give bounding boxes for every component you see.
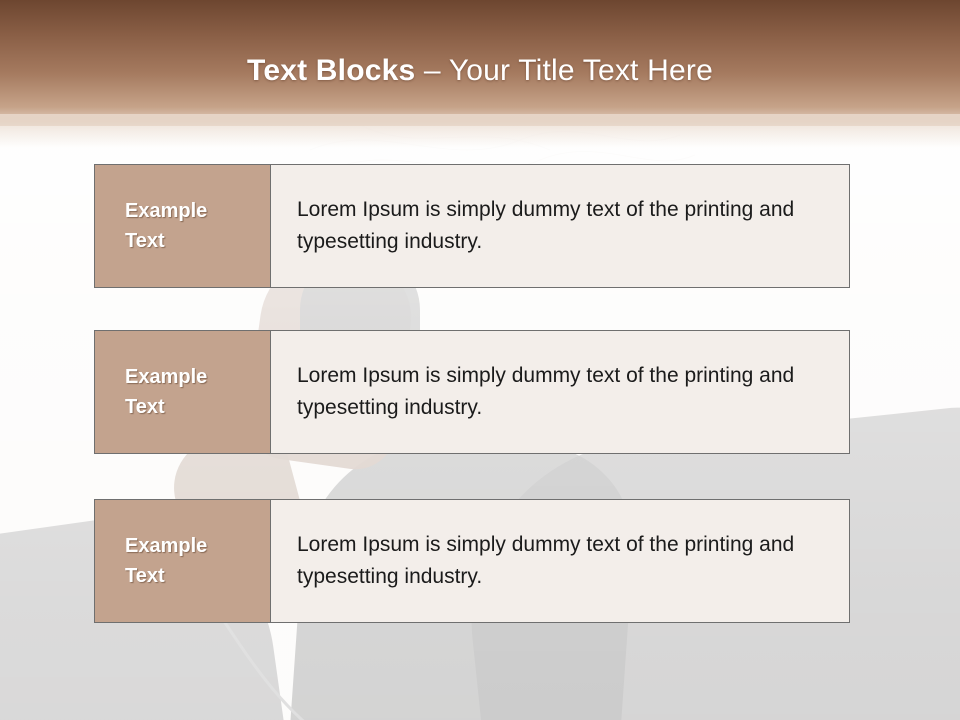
page-title-separator: –	[415, 54, 449, 87]
text-block-label-cell[interactable]	[95, 500, 271, 622]
text-block-row[interactable]	[94, 330, 850, 454]
text-block-label: Example Text	[125, 200, 208, 252]
text-block-label: Example Text	[125, 535, 208, 587]
text-block-label-cell[interactable]	[95, 331, 271, 453]
text-block-row[interactable]	[94, 499, 850, 623]
text-block-body-cell[interactable]	[271, 331, 849, 453]
text-block-label: Example Text	[125, 366, 208, 418]
text-block-body-cell[interactable]	[271, 165, 849, 287]
text-block-body: Lorem Ipsum is simply dummy text of the printing and typesetting industry.	[297, 364, 795, 419]
page-title-strong: Text Blocks	[247, 54, 416, 87]
text-block-body-cell[interactable]	[271, 500, 849, 622]
text-block-row[interactable]	[94, 164, 850, 288]
title-band-fade	[0, 114, 960, 148]
page-title	[0, 54, 960, 88]
text-block-body: Lorem Ipsum is simply dummy text of the printing and typesetting industry.	[297, 198, 795, 253]
page-title-light: Your Title Text Here	[448, 54, 713, 87]
text-block-body: Lorem Ipsum is simply dummy text of the printing and typesetting industry.	[297, 533, 795, 588]
text-block-label-cell[interactable]	[95, 165, 271, 287]
